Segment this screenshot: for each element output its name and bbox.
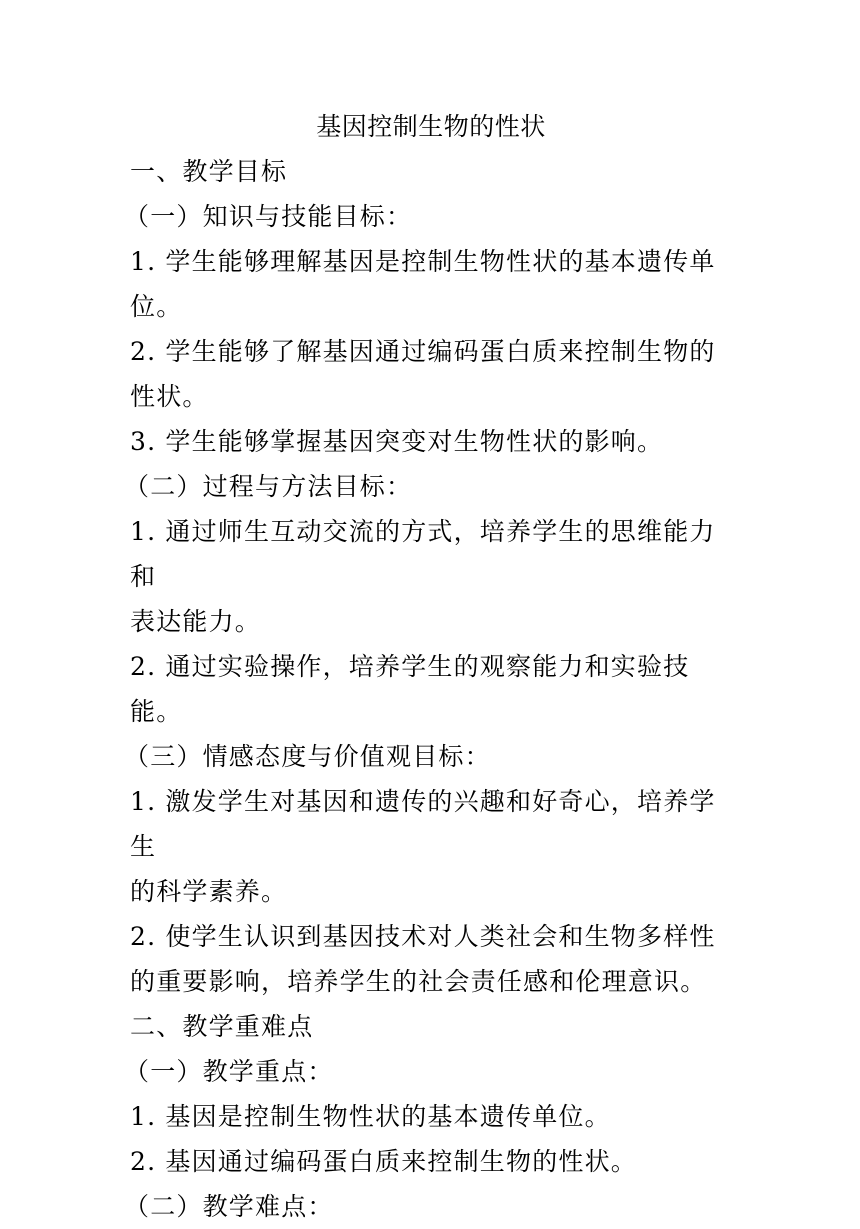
text-line: 2. 学生能够了解基因通过编码蛋白质来控制生物的 — [130, 337, 716, 366]
text-line: 表达能力。 — [130, 607, 262, 636]
document-title: 基因控制生物的性状 — [316, 112, 546, 141]
text-line: 3. 学生能够掌握基因突变对生物性状的影响。 — [130, 427, 664, 456]
section-heading: 一、教学目标 — [130, 157, 288, 186]
list-item — [130, 1139, 732, 1184]
subsection-heading: （一）教学重点： — [124, 1057, 334, 1086]
list-item — [130, 644, 732, 734]
text-line: 位。 — [130, 292, 183, 321]
text-line: 1. 激发学生对基因和遗传的兴趣和好奇心，培养学生 — [130, 787, 716, 861]
text-line: 2. 基因通过编码蛋白质来控制生物的性状。 — [130, 1147, 638, 1176]
text-line: 2. 使学生认识到基因技术对人类社会和生物多样性 — [130, 922, 716, 951]
list-item — [130, 1094, 732, 1139]
section-heading: 二、教学重难点 — [130, 1012, 314, 1041]
text-line: 的重要影响，培养学生的社会责任感和伦理意识。 — [130, 967, 707, 996]
subsection-heading: （一）知识与技能目标： — [124, 202, 413, 231]
text-line: 1. 通过师生互动交流的方式，培养学生的思维能力和 — [130, 517, 716, 591]
subsection-heading: （二）教学难点： — [124, 1192, 334, 1221]
list-item — [130, 329, 732, 419]
list-item — [130, 914, 732, 1004]
list-item — [130, 239, 732, 329]
subsection-heading: （三）情感态度与价值观目标： — [124, 742, 491, 771]
document-page — [124, 100, 732, 1229]
text-line: 的科学素养。 — [130, 877, 288, 906]
document-body — [124, 149, 732, 1229]
list-item — [130, 419, 732, 464]
text-line: 性状。 — [130, 382, 209, 411]
list-item — [130, 509, 732, 644]
text-line: 2. 通过实验操作，培养学生的观察能力和实验技能。 — [130, 652, 690, 726]
subsection-heading: （二）过程与方法目标： — [124, 472, 413, 501]
text-line: 1. 基因是控制生物性状的基本遗传单位。 — [130, 1102, 611, 1131]
list-item — [130, 779, 732, 914]
text-line: 1. 学生能够理解基因是控制生物性状的基本遗传单 — [130, 247, 716, 276]
